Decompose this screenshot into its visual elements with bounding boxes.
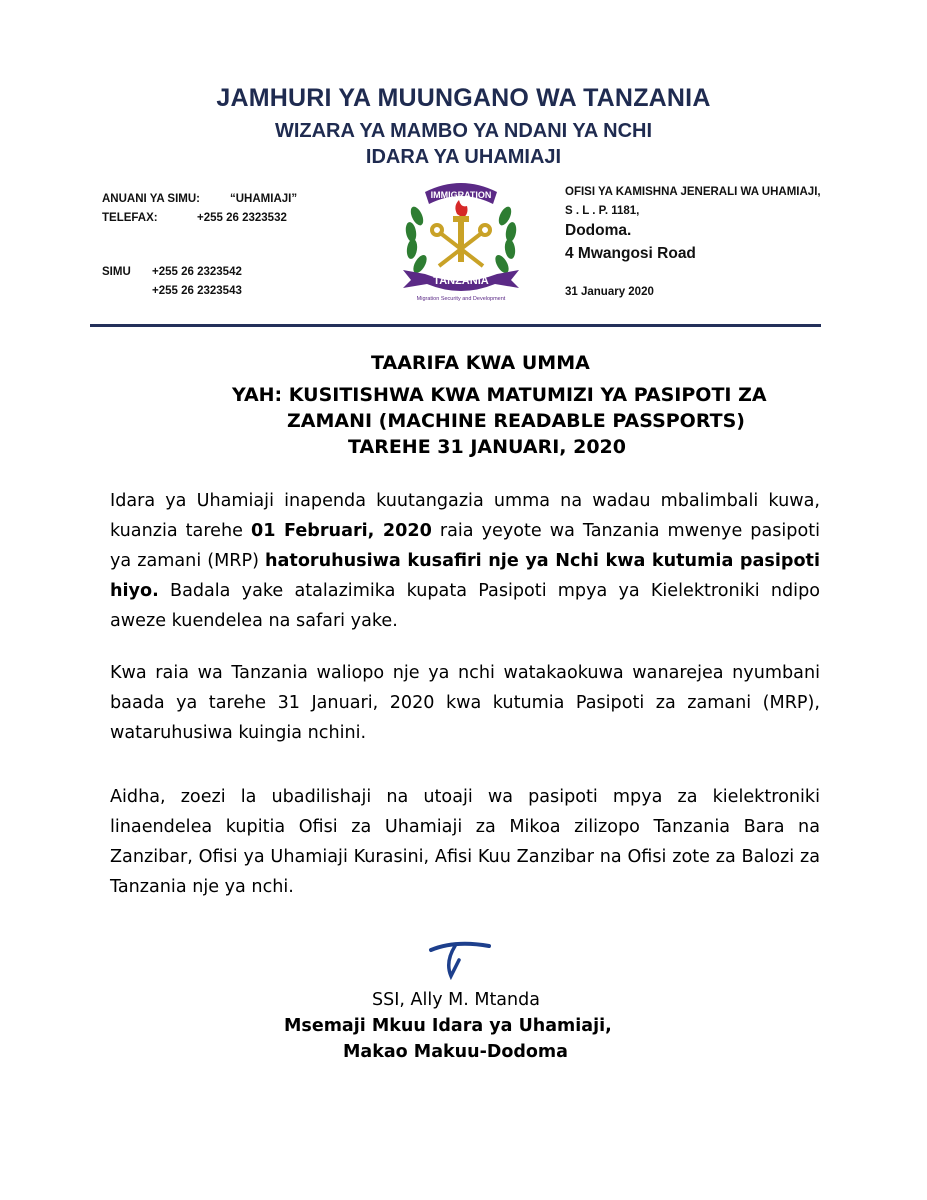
- notice-subject-line-2: ZAMANI (MACHINE READABLE PASSPORTS): [287, 410, 745, 432]
- notice-subject-line-1: YAH: KUSITISHWA KWA MATUMIZI YA PASIPOTI ZA: [232, 384, 767, 406]
- notice-title: TAARIFA KWA UMMA: [371, 352, 590, 374]
- signatory-location: Makao Makuu-Dodoma: [343, 1042, 568, 1062]
- telefax-value: +255 26 2323532: [197, 212, 287, 224]
- telefax-label: TELEFAX:: [102, 212, 158, 224]
- body-paragraph-1: [110, 486, 820, 636]
- phone-2: +255 26 2323543: [152, 285, 242, 297]
- body-paragraph-2: Kwa raia wa Tanzania waliopo nje ya nchi watakaokuwa wanarejea nyumbani baada ya tarehe 31 Januari, 2020 kwa kutumia Pasipoti za zamani (MRP), wataruhusiwa kuingia nchini.: [110, 663, 820, 743]
- letterhead-ministry: WIZARA YA MAMBO YA NDANI YA NCHI: [274, 120, 653, 142]
- signatory-name: SSI, Ally M. Mtanda: [372, 990, 540, 1010]
- po-box: S . L . P. 1181,: [565, 205, 640, 217]
- emblem-motto: Migration Security and Development: [416, 296, 506, 302]
- notice-subject-line-3: TAREHE 31 JANUARI, 2020: [348, 436, 626, 458]
- emblem-bottom-text: TANZANIA: [433, 275, 489, 287]
- address-road: 4 Mwangosi Road: [565, 245, 696, 262]
- office-name: OFISI YA KAMISHNA JENERALI WA UHAMIAJI,: [565, 186, 821, 198]
- p1-text-e: Badala yake atalazimika kupata Pasipoti mpya ya Kielektroniki ndipo aweze kuendelea na safari yake.: [110, 581, 820, 631]
- signatory-role: Msemaji Mkuu Idara ya Uhamiaji,: [284, 1016, 612, 1036]
- telegraph-label: ANUANI YA SIMU:: [102, 193, 200, 205]
- phone-label: SIMU: [102, 266, 131, 278]
- p1-restriction-bold: hatoruhusiwa kusafiri nje ya Nchi kwa kutumia pasipoti hiyo.: [110, 551, 820, 601]
- header-divider: [90, 324, 821, 327]
- letterhead-country: JAMHURI YA MUUNGANO WA TANZANIA: [216, 84, 711, 112]
- telegraph-value: “UHAMIAJI”: [230, 193, 298, 205]
- signature-mark: [425, 938, 495, 980]
- phone-1: +255 26 2323542: [152, 266, 242, 278]
- body-paragraph-3: Aidha, zoezi la ubadilishaji na utoaji wa pasipoti mpya za kielektroniki linaendelea kupitia Ofisi za Uhamiaji za Mikoa zilizopo Tanzania Bara na Zanzibar, Ofisi ya Uhamiaji Kurasini, Afisi Kuu Zanzibar na Ofisi zote za Balozi za Tanzania nje ya nchi.: [110, 787, 820, 897]
- emblem-top-text: IMMIGRATION: [430, 190, 492, 200]
- address-city: Dodoma.: [565, 222, 632, 239]
- p1-date-bold: 01 Februari, 2020: [251, 521, 432, 541]
- p1-text-a: Idara ya Uhamiaji inapenda kuutangazia umma na wadau mbalimbali kuwa, kuanzia tarehe: [110, 491, 820, 541]
- immigration-emblem: [395, 176, 527, 306]
- letter-date: 31 January 2020: [565, 286, 654, 298]
- p1-text-c: raia yeyote wa Tanzania mwenye pasipoti ya zamani (MRP): [110, 521, 821, 571]
- letterhead-department: IDARA YA UHAMIAJI: [365, 146, 562, 168]
